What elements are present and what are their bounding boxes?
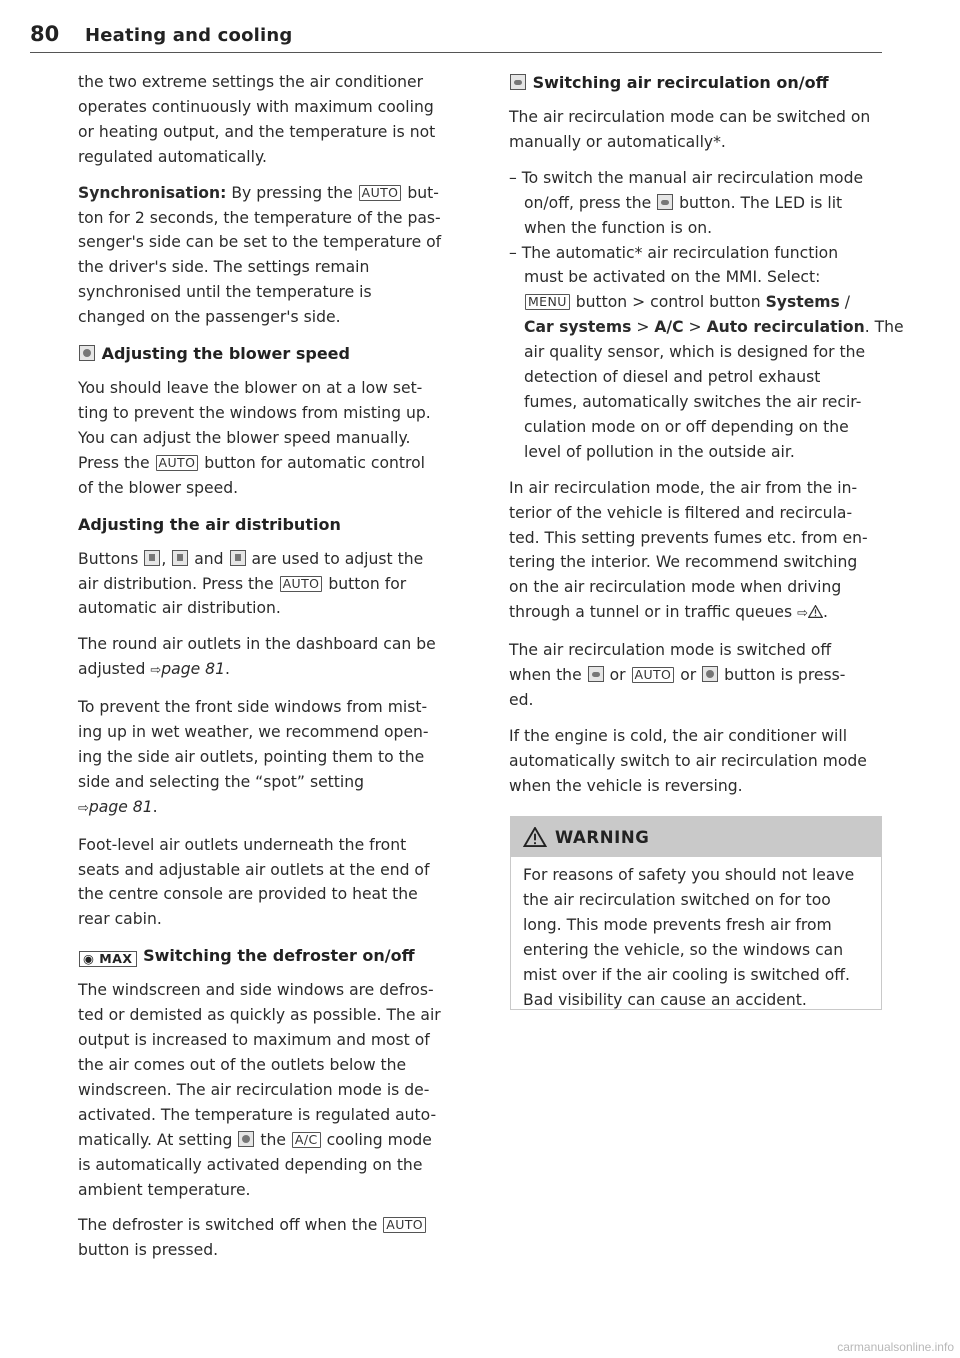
watermark: carmanualsonline.info: [837, 1340, 954, 1354]
paragraph-recirculation-off: The air recirculation mode is switched off when the or AUTO or button is press- ed.: [509, 641, 846, 709]
arrow-icon: ⇨: [797, 606, 808, 622]
recirculation-icon: [588, 666, 604, 682]
warning-box: [510, 816, 882, 1010]
warning-header: [511, 817, 881, 857]
warning-icon: [523, 827, 547, 847]
left-column: [78, 70, 470, 1274]
warning-reference-icon[interactable]: [808, 605, 823, 618]
defrost-max-key: ◉ MAX: [79, 951, 137, 967]
paragraph-air-distribution: Buttons , and are used to adjust the air distribution. Press the AUTO button for automatic air distribution.: [78, 549, 424, 618]
auto-key: AUTO: [359, 185, 402, 201]
menu-key: MENU: [525, 294, 570, 310]
paragraph-defroster: The windscreen and side windows are defros- ted or demisted as quickly as possible. The air output is increased to maximum and most of the air comes out of the outlets below the windscreen. The air recirculation mode is de- activated. The temperature is regulated auto- matically. At setting the A/C cooling mode is automatically activated depending on the ambient temperature.: [78, 981, 441, 1199]
recirculation-icon: [510, 74, 526, 90]
body-distribution-icon: [172, 550, 188, 566]
warning-body: For reasons of safety you should not leave the air recirculation switched on for too long. This mode prevents fresh air from entering the vehicle, so the windows can mist over if the air cooling is switched off. Bad visibility can cause an accident.: [523, 866, 855, 1009]
right-column: [509, 70, 904, 810]
list-item: – To switch the manual air recirculation mode: [509, 168, 864, 187]
defrost-icon: [702, 666, 718, 682]
auto-key: AUTO: [280, 576, 323, 592]
paragraph-blower: You should leave the blower on at a low set- ting to prevent the windows from misting up. You can adjust the blower speed manually. Press the AUTO button for automatic control of the blower speed.: [78, 379, 431, 497]
page-reference[interactable]: page 81: [88, 797, 153, 816]
recirculation-instructions: – To switch the manual air recirculation mode on/off, press the button. The LED is lit when the function is on. – The automatic* air recirculation function must be activated on the MMI. Select: MENU button > control button Systems / Car systems > A/C > Auto recirculation. The air quality sensor, which is designed for the detection of diesel and petrol exhaust fumes, automatically switches the air recir- culation mode on or off depending on the level of pollution in the outside air.: [509, 166, 885, 465]
paragraph-recirculation-intro: The air recirculation mode can be switched on manually or automatically*.: [509, 108, 871, 151]
paragraph-defroster-off: The defroster is switched off when the AUTO button is pressed.: [78, 1213, 470, 1263]
heading-air-distribution: Adjusting the air distribution: [78, 514, 341, 534]
section-title: Heating and cooling: [85, 25, 293, 46]
auto-key: AUTO: [632, 667, 675, 683]
paragraph-extreme-settings: the two extreme settings the air conditioner operates continuously with maximum cooling or heating output, and the temperature is not regulated automatically.: [78, 73, 436, 166]
auto-key: AUTO: [383, 1217, 426, 1233]
page-header: [30, 20, 882, 53]
paragraph-synchronisation: Synchronisation: By pressing the AUTO but- ton for 2 seconds, the temperature of the pas- senger's side can be set to the temperature of the driver's side. The settings remain synchronised until the temperature is changed on the passenger's side.: [78, 183, 442, 327]
heading-blower-speed: Adjusting the blower speed: [78, 341, 470, 367]
sync-label: Synchronisation:: [78, 183, 227, 202]
page-reference[interactable]: page 81: [161, 660, 226, 679]
warning-title: WARNING: [555, 827, 650, 847]
heading-recirculation: Switching air recirculation on/off: [509, 70, 885, 96]
blower-icon: [79, 345, 95, 361]
paragraph-foot-level: Foot-level air outlets underneath the front seats and adjustable air outlets at the end of the centre console are provided to heat the rear cabin.: [78, 835, 430, 929]
recirculation-icon: [657, 194, 673, 210]
paragraph-recirculation-mode: In air recirculation mode, the air from the in- terior of the vehicle is filtered and recircula- ted. This setting prevents fumes etc. from en- tering the interior. We recommend switching on the air recirculation mode when driving through a tunnel or in traffic queues ⇨ .: [509, 478, 868, 622]
auto-key: AUTO: [156, 455, 199, 471]
windscreen-distribution-icon: [144, 550, 160, 566]
list-item: – The automatic* air recirculation function: [509, 243, 839, 262]
ac-key: A/C: [292, 1132, 321, 1148]
arrow-icon: ⇨: [78, 800, 89, 816]
paragraph-cold-engine: If the engine is cold, the air conditioner will automatically switch to air recirculation mode when the vehicle is reversing.: [509, 726, 867, 795]
heading-defroster: ◉ MAX Switching the defroster on/off: [78, 943, 470, 969]
paragraph-prevent-misting: To prevent the front side windows from mist- ing up in wet weather, we recommend open- ing the side air outlets, pointing them to the side and selecting the “spot” setting ⇨page 81.: [78, 698, 429, 816]
paragraph-round-outlets: The round air outlets in the dashboard can be adjusted ⇨page 81.: [78, 635, 436, 679]
footwell-distribution-icon: [230, 550, 246, 566]
arrow-icon: ⇨: [150, 663, 162, 679]
page-number: 80: [30, 22, 60, 46]
defrost-icon: [238, 1131, 254, 1147]
